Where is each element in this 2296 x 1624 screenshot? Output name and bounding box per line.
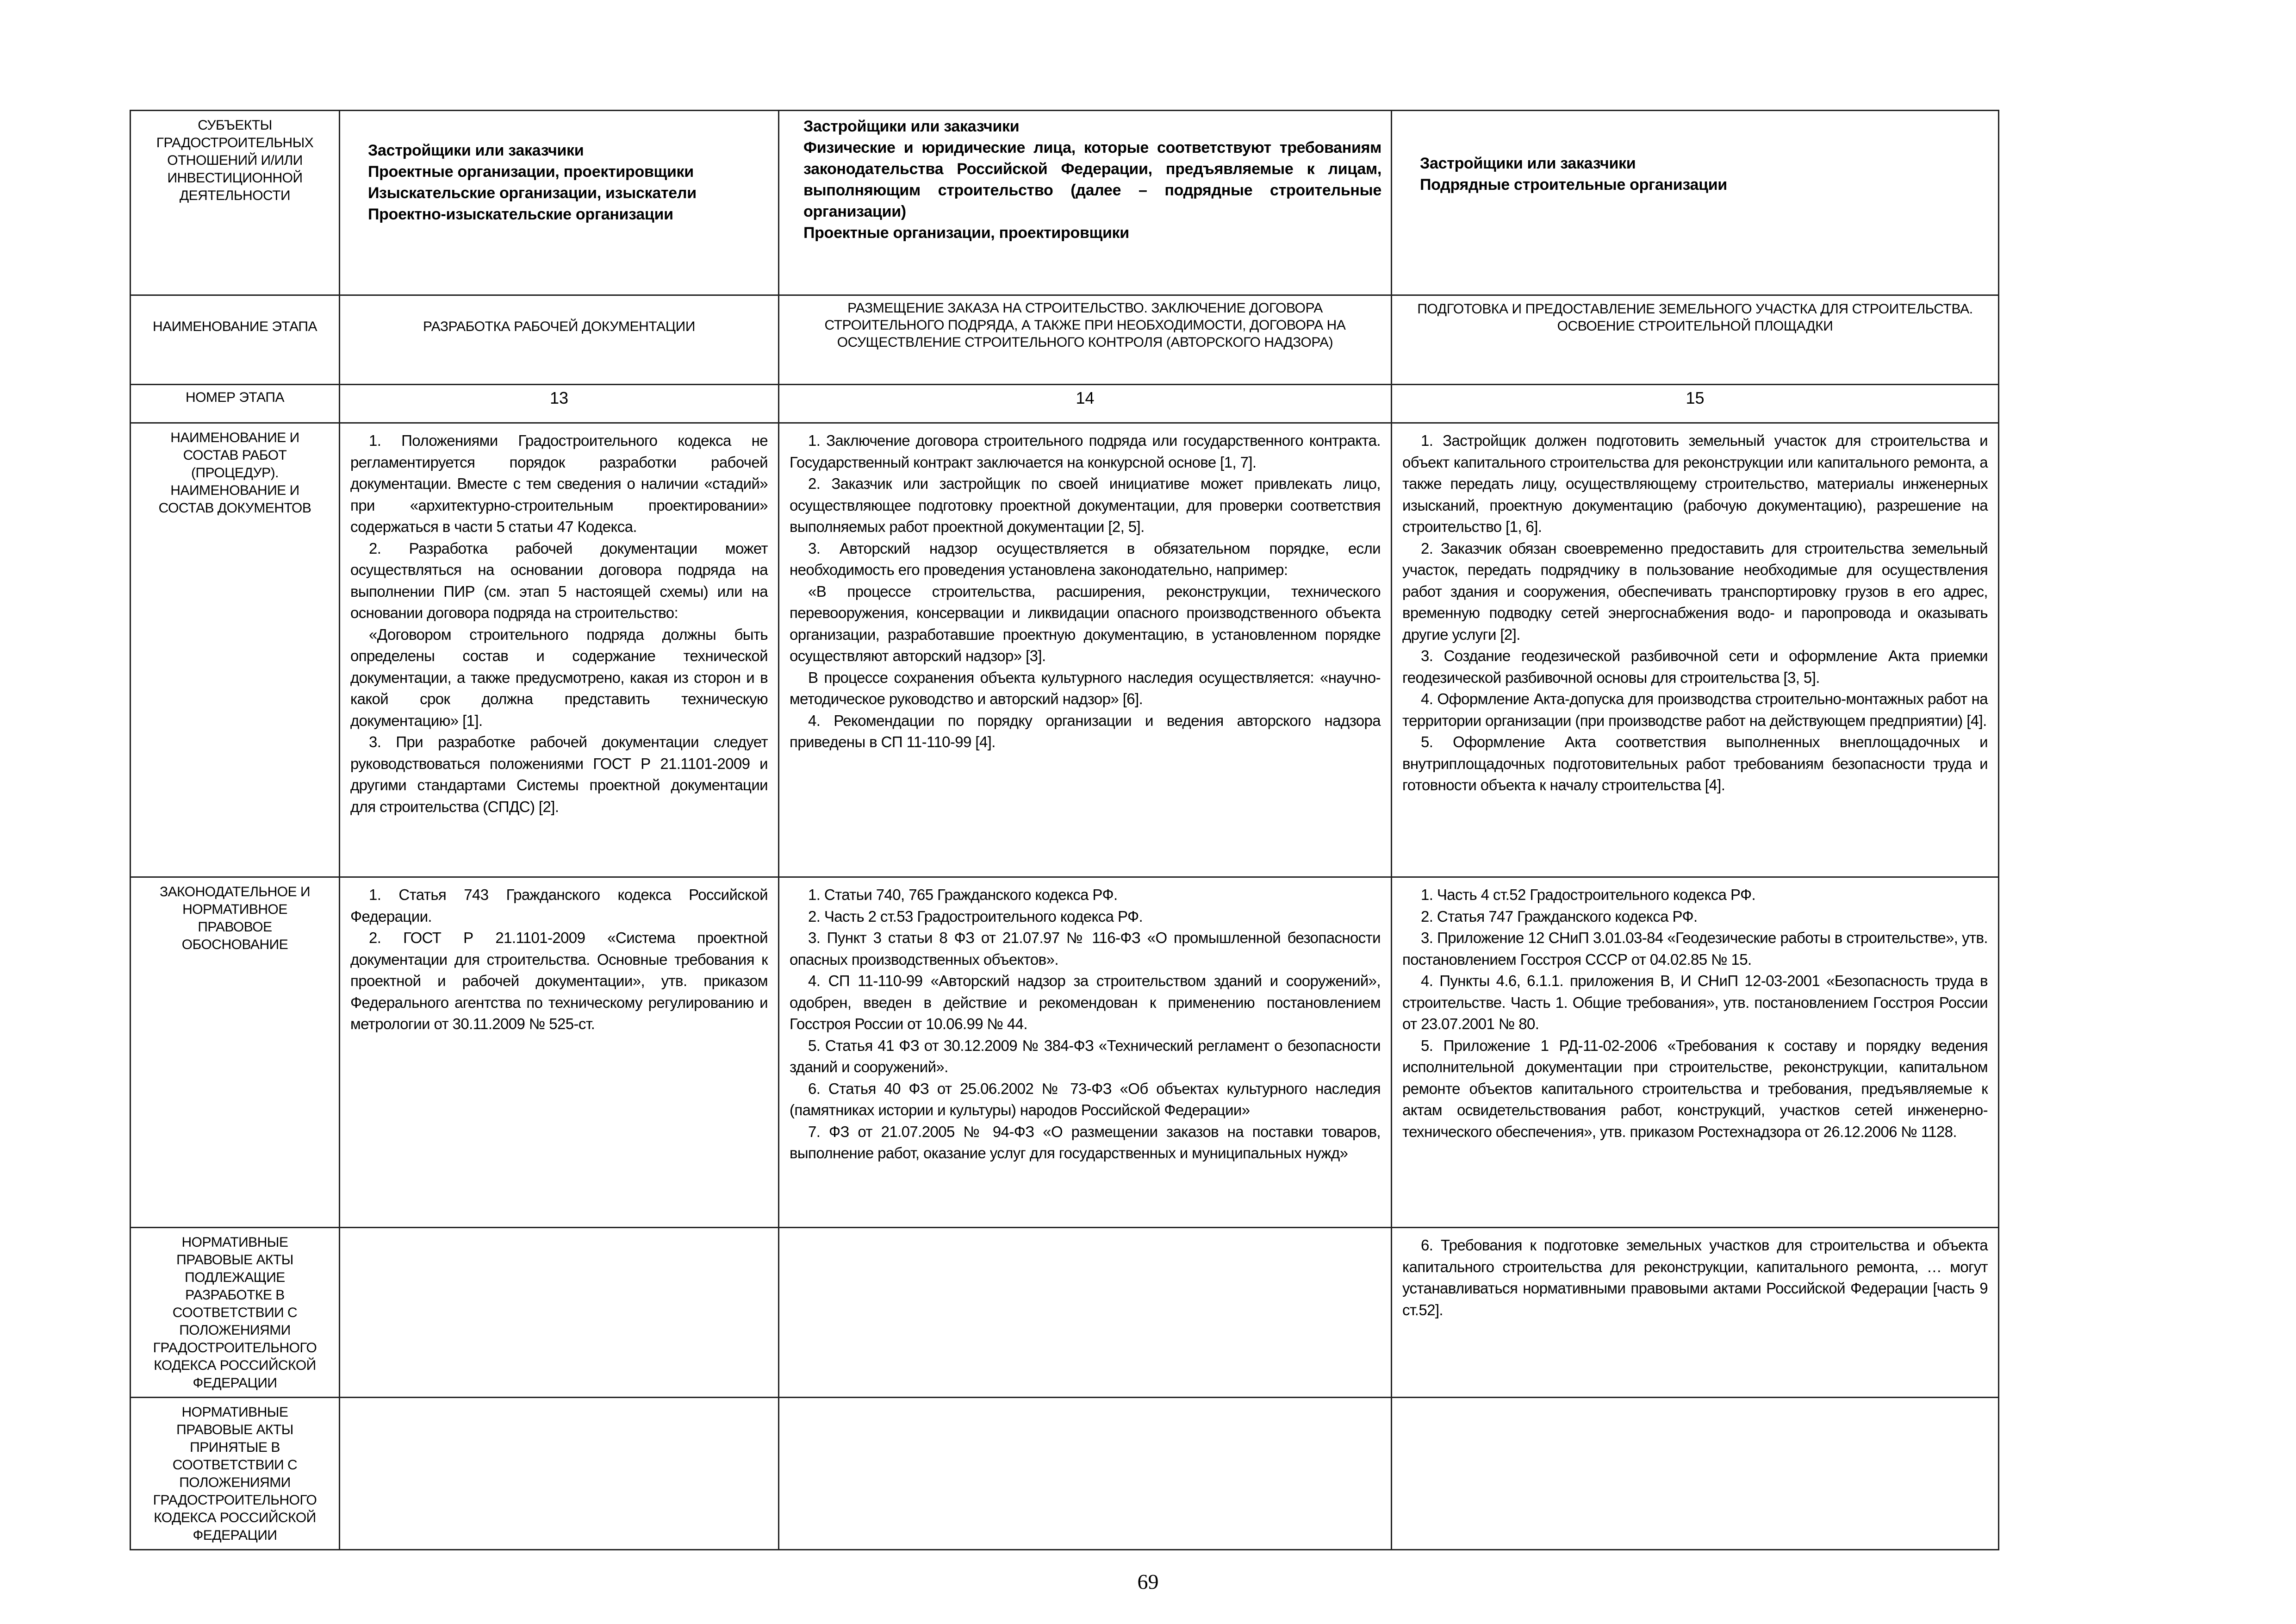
row-header-acts-to-develop: НОРМАТИВНЫЕ ПРАВОВЫЕ АКТЫ ПОДЛЕЖАЩИЕ РАЗРАБОТКЕ В СООТВЕТСТВИИ С ПОЛОЖЕНИЯМИ ГРАДОСТРОИТЕЛЬНОГО КОДЕКСА РОССИЙСКОЙ ФЕДЕРАЦИИ: [131, 1228, 340, 1398]
stage-name-15: ПОДГОТОВКА И ПРЕДОСТАВЛЕНИЕ ЗЕМЕЛЬНОГО УЧАСТКА ДЛЯ СТРОИТЕЛЬСТВА. ОСВОЕНИЕ СТРОИТЕЛЬНОЙ ПЛОЩАДКИ: [1392, 295, 1999, 385]
paragraph: 1. Застройщик должен подготовить земельный участок для строительства и объект капитального строительства для реконструкции или капитального ремонта, а также передать лицу, осуществляющему строительство, материалы инженерных изысканий, проектную документацию (рабочую документацию), разрешение на строительство [1, 6].: [1402, 432, 1988, 535]
paragraph: 4. СП 11-110-99 «Авторский надзор за строительством зданий и сооружений», одобрен, введен в действие и рекомендован к применению постановлением Госстроя России от 10.06.99 № 44.: [790, 972, 1381, 1032]
row-header-acts-adopted: НОРМАТИВНЫЕ ПРАВОВЫЕ АКТЫ ПРИНЯТЫЕ В СООТВЕТСТВИИ С ПОЛОЖЕНИЯМИ ГРАДОСТРОИТЕЛЬНОГО КОДЕКСА РОССИЙСКОЙ ФЕДЕРАЦИИ: [131, 1398, 340, 1550]
subject-line: Застройщики или заказчики: [803, 118, 1020, 135]
paragraph: В процессе сохранения объекта культурного наследия осуществляется: «научно-методическое руководство и авторский надзор» [6].: [790, 668, 1381, 707]
subjects-cell-13: [340, 111, 779, 295]
paragraph: «В процессе строительства, расширения, реконструкции, технического перевооружения, консервации и ликвидации опасного производственного объекта организации, разработавшие проектную документацию, в установленном порядке осуществляют авторский надзор» [3].: [790, 582, 1381, 664]
subject-line: Застройщики или заказчики: [1420, 155, 1636, 172]
acts-adopted-cell-13: [340, 1398, 779, 1550]
table-row-legal-basis: [131, 877, 1999, 1228]
legal-basis-cell-14: [779, 877, 1392, 1228]
paragraph: 3. Приложение 12 СНиП 3.01.03-84 «Геодезические работы в строительстве», утв. постановлением Госстроя СССР от 04.02.85 № 15.: [1402, 929, 1988, 968]
subjects-cell-15: [1392, 111, 1999, 295]
paragraph: 4. Оформление Акта-допуска для производства строительно-монтажных работ на территории организации (при производстве работ на действующем предприятии) [4].: [1402, 690, 1988, 729]
subject-line: Проектные организации, проектировщики: [803, 224, 1129, 242]
subject-line: Застройщики или заказчики: [368, 142, 584, 159]
paragraph: 5. Оформление Акта соответствия выполненных внеплощадочных и внутриплощадочных подготовительных работ требованиям безопасности труда и готовности объекта к началу строительства [4].: [1402, 733, 1988, 793]
paragraph: 1. Положениями Градостроительного кодекса не регламентируется порядок разработки рабочей документации. Вместе с тем сведения о наличии «стадий» при «архитектурно-строительным проектировании» содержаться в части 5 статьи 47 Кодекса.: [350, 432, 768, 535]
paragraph: 6. Требования к подготовке земельных участков для строительства и объекта капитального строительства для реконструкции, капитального ремонта, … могут устанавливаться нормативными правовыми актами Российской Федерации [часть 9 ст.52].: [1402, 1237, 1988, 1318]
page-number: 69: [1137, 1570, 1159, 1593]
stage-number-13: 13: [340, 385, 779, 423]
paragraph: 6. Статья 40 ФЗ от 25.06.2002 № 73-ФЗ «Об объектах культурного наследия (памятниках истории и культуры) народов Российской Федерации»: [790, 1080, 1381, 1118]
acts-to-develop-cell-14: [779, 1228, 1392, 1398]
stage-name-14: РАЗМЕЩЕНИЕ ЗАКАЗА НА СТРОИТЕЛЬСТВО. ЗАКЛЮЧЕНИЕ ДОГОВОРА СТРОИТЕЛЬНОГО ПОДРЯДА, А ТАКЖЕ ПРИ НЕОБХОДИМОСТИ, ДОГОВОРА НА ОСУЩЕСТВЛЕНИЕ СТРОИТЕЛЬНОГО КОНТРОЛЯ (АВТОРСКОГО НАДЗОРА): [779, 295, 1392, 385]
subject-line: Подрядные строительные организации: [1420, 176, 1727, 194]
acts-to-develop-cell-15: [1392, 1228, 1999, 1398]
subject-line: Проектные организации, проектировщики: [368, 163, 694, 181]
acts-adopted-cell-14: [779, 1398, 1392, 1550]
row-header-stage-number: НОМЕР ЭТАПА: [131, 385, 340, 423]
paragraph: 7. ФЗ от 21.07.2005 № 94-ФЗ «О размещении заказов на поставки товаров, выполнение работ, оказание услуг для государственных и муниципальных нужд»: [790, 1123, 1381, 1162]
works-cell-14: [779, 423, 1392, 877]
table-row-acts-to-develop: [131, 1228, 1999, 1398]
paragraph: 1. Статья 743 Гражданского кодекса Российской Федерации.: [350, 886, 768, 925]
acts-to-develop-cell-13: [340, 1228, 779, 1398]
paragraph: 3. Пункт 3 статьи 8 ФЗ от 21.07.97 № 116-ФЗ «О промышленной безопасности опасных производственных объектов».: [790, 929, 1381, 968]
paragraph: 3. Авторский надзор осуществляется в обязательном порядке, если необходимость его проведения установлена законодательно, например:: [790, 539, 1381, 578]
works-cell-13: [340, 423, 779, 877]
row-header-works: НАИМЕНОВАНИЕ И СОСТАВ РАБОТ (ПРОЦЕДУР). НАИМЕНОВАНИЕ И СОСТАВ ДОКУМЕНТОВ: [131, 423, 340, 877]
acts-adopted-cell-15: [1392, 1398, 1999, 1550]
table-row-subjects: [131, 111, 1999, 295]
paragraph: 4. Рекомендации по порядку организации и ведения авторского надзора приведены в СП 11-110-99 [4].: [790, 712, 1381, 750]
paragraph: 5. Статья 41 ФЗ от 30.12.2009 № 384-ФЗ «Технический регламент о безопасности зданий и сооружений».: [790, 1037, 1381, 1075]
paragraph: 2. Заказчик или застройщик по своей инициативе может привлекать лицо, осуществляющее подготовку проектной документации, для проверки соответствия выполняемых работ проектной документации [2, 5].: [790, 475, 1381, 535]
stage-number-15: 15: [1392, 385, 1999, 423]
paragraph: 1. Заключение договора строительного подряда или государственного контракта. Государственный контракт заключается на конкурсной основе [1, 7].: [790, 432, 1381, 471]
row-header-subjects: СУБЪЕКТЫ ГРАДОСТРОИТЕЛЬНЫХ ОТНОШЕНИЙ И/ИЛИ ИНВЕСТИЦИОННОЙ ДЕЯТЕЛЬНОСТИ: [131, 111, 340, 295]
table-row-stage-number: [131, 385, 1999, 423]
paragraph: «Договором строительного подряда должны быть определены состав и содержание технической документации, а также предусмотрено, какая из сторон и в какой срок должна представить техническую документацию» [1].: [350, 625, 768, 729]
paragraph: 2. Статья 747 Гражданского кодекса РФ.: [1421, 907, 1698, 925]
legal-basis-cell-13: [340, 877, 779, 1228]
paragraph: 4. Пункты 4.6, 6.1.1. приложения В, И СНиП 12-03-2001 «Безопасность труда в строительстве. Часть 1. Общие требования», утв. постановлением Госстроя России от 23.07.2001 № 80.: [1402, 972, 1988, 1032]
table-row-works: [131, 423, 1999, 877]
paragraph: 2. Заказчик обязан своевременно предоставить для строительства земельный участок, передать подрядчику в пользование необходимые для осуществления работ здания и сооружения, обеспечивать транспортировку грузов в его адрес, временную подводку сетей энергоснабжения водо- и паропровода и оказывать другие услуги [2].: [1402, 539, 1988, 643]
table-row-acts-adopted: [131, 1398, 1999, 1550]
construction-stages-table: [130, 110, 1999, 1550]
works-cell-15: [1392, 423, 1999, 877]
subject-line: Изыскательские организации, изыскатели: [368, 184, 697, 202]
row-header-legal-basis: ЗАКОНОДАТЕЛЬНОЕ И НОРМАТИВНОЕ ПРАВОВОЕ ОБОСНОВАНИЕ: [131, 877, 340, 1228]
paragraph: 3. Создание геодезической разбивочной сети и оформление Акта приемки геодезической разбивочной основы для строительства [3, 5].: [1402, 647, 1988, 686]
paragraph: 2. Часть 2 ст.53 Градостроительного кодекса РФ.: [808, 907, 1143, 925]
paragraph: 1. Статьи 740, 765 Гражданского кодекса РФ.: [808, 886, 1118, 903]
row-header-stage-name: НАИМЕНОВАНИЕ ЭТАПА: [131, 295, 340, 385]
stage-number-14: 14: [779, 385, 1392, 423]
paragraph: 3. При разработке рабочей документации следует руководствоваться положениями ГОСТ Р 21.1101-2009 и другими стандартами Системы проектной документации для строительства (СПДС) [2].: [350, 733, 768, 815]
stage-name-13: РАЗРАБОТКА РАБОЧЕЙ ДОКУМЕНТАЦИИ: [340, 295, 779, 385]
legal-basis-cell-15: [1392, 877, 1999, 1228]
paragraph: 2. ГОСТ Р 21.1101-2009 «Система проектной документации для строительства. Основные требования к проектной и рабочей документации», утв. приказом Федерального агентства по техническому регулированию и метрологии от 30.11.2009 № 525-ст.: [350, 929, 768, 1032]
subject-line: Физические и юридические лица, которые соответствуют требованиям законодательства Российской Федерации, предъявляемые к лицам, выполняющим строительство (далее – подрядные строительные организации): [803, 139, 1381, 220]
table-row-stage-name: [131, 295, 1999, 385]
paragraph: 1. Часть 4 ст.52 Градостроительного кодекса РФ.: [1421, 886, 1756, 903]
subject-line: Проектно-изыскательские организации: [368, 206, 673, 223]
subjects-cell-14: [779, 111, 1392, 295]
paragraph: 2. Разработка рабочей документации может осуществляться на основании договора подряда на выполнении ПИР (см. этап 5 настоящей схемы) или на основании договора подряда на строительство:: [350, 539, 768, 621]
paragraph: 5. Приложение 1 РД-11-02-2006 «Требования к составу и порядку ведения исполнительной документации при строительстве, реконструкции, капитальном ремонте объектов капитального строительства и требования, предъявляемые к актам освидетельствования работ, конструкций, участков сетей инженерно-технического обеспечения», утв. приказом Ростехнадзора от 26.12.2006 № 1128.: [1402, 1037, 1988, 1140]
